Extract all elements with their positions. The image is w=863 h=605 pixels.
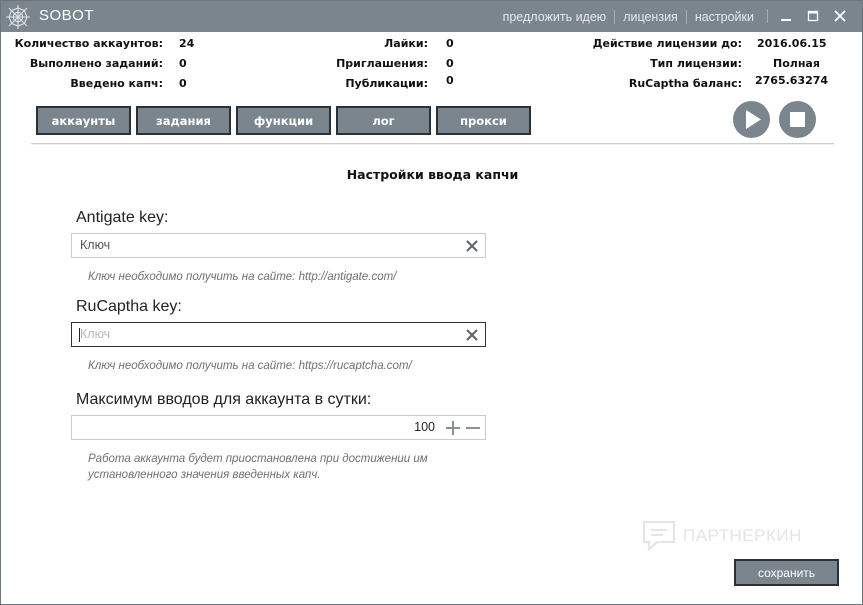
antigate-key-hint: Ключ необходимо получить на сайте: http://antigate.com/ bbox=[88, 271, 397, 283]
rucaptcha-key-input[interactable] bbox=[71, 322, 486, 347]
tab-functions[interactable]: функции bbox=[236, 106, 331, 135]
play-icon[interactable] bbox=[733, 101, 770, 138]
divider bbox=[31, 144, 834, 145]
tab-proxy[interactable]: прокси bbox=[436, 106, 531, 135]
max-inputs-hint-line: установленного значения введенных капч. bbox=[88, 469, 321, 481]
accounts-count-value: 24 bbox=[179, 37, 195, 50]
close-icon[interactable] bbox=[831, 7, 849, 25]
antigate-key-input[interactable] bbox=[71, 233, 486, 258]
main-tabs bbox=[36, 106, 531, 135]
likes-label: Лайки: bbox=[384, 37, 428, 50]
plus-icon[interactable] bbox=[446, 421, 460, 435]
tab-tasks[interactable]: задания bbox=[136, 106, 231, 135]
spiderweb-logo-icon bbox=[5, 4, 31, 30]
captcha-count-label: Введено капч: bbox=[70, 77, 163, 90]
likes-value: 0 bbox=[446, 37, 454, 50]
rucaptcha-key-label: RuCaptha key: bbox=[76, 298, 182, 315]
maximize-icon[interactable] bbox=[804, 7, 822, 25]
rucaptcha-balance-value: 2765.63274 bbox=[755, 74, 829, 87]
stop-icon[interactable] bbox=[779, 101, 816, 138]
posts-label: Публикации: bbox=[345, 77, 428, 90]
title-menu bbox=[495, 10, 762, 24]
minimize-icon[interactable] bbox=[777, 7, 795, 25]
tasks-done-label: Выполнено заданий: bbox=[29, 57, 163, 70]
tab-accounts[interactable]: аккаунты bbox=[36, 106, 131, 135]
tasks-done-value: 0 bbox=[179, 57, 187, 70]
captcha-count-value: 0 bbox=[179, 77, 187, 90]
antigate-key-value: Ключ bbox=[80, 238, 111, 252]
invites-value: 0 bbox=[446, 57, 454, 70]
section-title: Настройки ввода капчи bbox=[346, 167, 519, 182]
license-until-label: Действие лицензии до: bbox=[592, 37, 742, 50]
max-inputs-label: Максимум вводов для аккаунта в сутки: bbox=[76, 391, 372, 408]
max-inputs-stepper[interactable] bbox=[71, 415, 486, 440]
settings-link[interactable]: настройки bbox=[694, 10, 754, 24]
minus-icon[interactable] bbox=[466, 421, 480, 435]
posts-value: 0 bbox=[446, 74, 454, 87]
menu-divider bbox=[767, 9, 768, 23]
accounts-count-label: Количество аккаунтов: bbox=[14, 37, 163, 50]
suggest-idea-link[interactable]: предложить идею bbox=[502, 10, 607, 24]
app-title: SOBOT bbox=[39, 7, 95, 24]
license-type-label: Тип лицензии: bbox=[650, 57, 742, 70]
license-type-value: Полная bbox=[773, 57, 820, 70]
rucaptcha-key-hint: Ключ необходимо получить на сайте: https://rucaptcha.com/ bbox=[88, 360, 412, 372]
max-inputs-hint-line: Работа аккаунта будет приостановлена при достижении им bbox=[88, 453, 428, 465]
partnerkin-watermark bbox=[641, 518, 802, 554]
watermark-text: ПАРТНЕРКИН bbox=[683, 526, 802, 545]
title-bar bbox=[1, 1, 862, 32]
antigate-key-label: Antigate key: bbox=[76, 209, 169, 226]
stats-panel bbox=[1, 32, 862, 92]
clear-icon[interactable] bbox=[465, 328, 479, 342]
chat-bubble-icon bbox=[641, 518, 677, 554]
max-inputs-value: 100 bbox=[414, 420, 435, 434]
max-inputs-hint bbox=[88, 451, 428, 483]
tab-log[interactable]: лог bbox=[336, 106, 431, 135]
license-until-value: 2016.06.15 bbox=[757, 37, 827, 50]
clear-icon[interactable] bbox=[465, 239, 479, 253]
save-button[interactable]: сохранить bbox=[734, 559, 839, 586]
rucaptcha-balance-label: RuCaptha баланс: bbox=[628, 77, 742, 90]
license-link[interactable]: лицензия bbox=[623, 10, 678, 24]
rucaptcha-key-placeholder: Ключ bbox=[80, 327, 111, 341]
invites-label: Приглашения: bbox=[336, 57, 428, 70]
